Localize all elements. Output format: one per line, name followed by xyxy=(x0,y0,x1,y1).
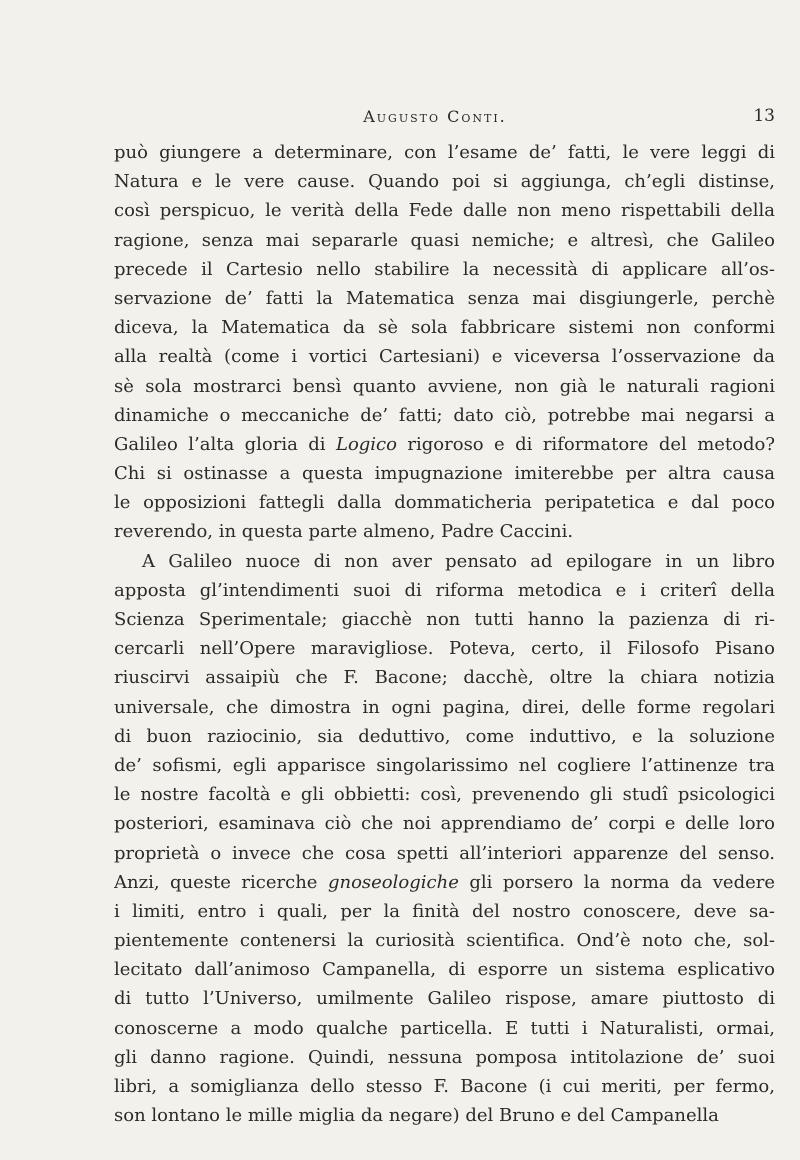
text-segment: di tutto l’Universo, umilmente Galileo rispose, amare piuttosto di xyxy=(114,988,775,1010)
text-line xyxy=(114,1043,775,1072)
text-line xyxy=(114,488,775,517)
text-segment: gli danno ragione. Quindi, nessuna pomposa intitolazione de’ suoi xyxy=(114,1046,775,1068)
text-segment: precede il Cartesio nello stabilire la necessità di applicare all’os- xyxy=(114,258,775,280)
text-line xyxy=(114,955,775,984)
text-line xyxy=(114,576,775,605)
text-segment: Chi si ostinasse a questa impugnazione imiterebbe per altra causa xyxy=(114,463,775,485)
text-line xyxy=(114,284,775,313)
text-segment: sè sola mostrarci bensì quanto avviene, non già le naturali ragioni xyxy=(114,375,775,397)
text-segment: le nostre facoltà e gli obbietti: così, prevenendo gli studî psicologici xyxy=(114,784,775,806)
text-line xyxy=(114,547,775,576)
text-segment: cercarli nell’Opere maravigliose. Poteva, certo, il Filosofo Pisano xyxy=(114,638,775,660)
text-line xyxy=(114,459,775,488)
text-segment: pientemente contenersi la curiosità scientifica. Ond’è noto che, sol- xyxy=(114,930,775,952)
italic-term: gnoseologiche xyxy=(327,871,459,893)
text-segment: apposta gl’intendimenti suoi di riforma metodica e i criterî della xyxy=(114,579,775,601)
text-line xyxy=(114,138,775,167)
text-line xyxy=(114,255,775,284)
text-line xyxy=(114,634,775,663)
text-line xyxy=(114,401,775,430)
text-segment: A Galileo nuoce di non aver pensato ad epilogare in un libro xyxy=(142,550,775,572)
text-segment: lecitato dall’animoso Campanella, di esporre un sistema esplicativo xyxy=(114,959,775,981)
text-line xyxy=(114,1072,775,1101)
running-header: Augusto Conti. xyxy=(363,107,507,126)
text-line xyxy=(114,780,775,809)
text-line xyxy=(114,984,775,1013)
body-text xyxy=(114,138,775,1130)
page-number: 13 xyxy=(753,106,775,126)
text-line xyxy=(114,693,775,722)
text-segment: dinamiche o meccaniche de’ fatti; dato ciò, potrebbe mai negarsi a xyxy=(114,404,775,426)
text-line xyxy=(114,342,775,371)
text-segment: può giungere a determinare, con l’esame de’ fatti, le vere leggi di xyxy=(114,142,775,163)
text-segment: proprietà o invece che cosa spetti all’interiori apparenze del senso. xyxy=(114,842,775,864)
text-line xyxy=(114,868,775,897)
text-segment: le opposizioni fattegli dalla dommaticheria peripatetica e dal poco xyxy=(114,492,775,514)
text-line xyxy=(114,1101,775,1130)
italic-term: Logico xyxy=(335,433,397,455)
text-line xyxy=(114,196,775,225)
text-segment: reverendo, in questa parte almeno, Padre Caccini. xyxy=(114,521,574,543)
text-segment: ragione, senza mai separarle quasi nemiche; e altresì, che Galileo xyxy=(114,229,775,251)
text-segment: rigoroso e di riformatore del metodo? xyxy=(396,433,775,455)
text-segment: Scienza Sperimentale; giacchè non tutti hanno la pazienza di ri- xyxy=(114,609,775,630)
text-line xyxy=(114,517,775,546)
text-line xyxy=(114,751,775,780)
text-segment: libri, a somiglianza dello stesso F. Bacone (i cui meriti, per fermo, xyxy=(114,1076,775,1097)
text-segment: alla realtà (come i vortici Cartesiani) e viceversa l’osservazione da xyxy=(114,346,775,368)
text-line xyxy=(114,605,775,634)
text-line xyxy=(114,167,775,196)
text-line xyxy=(114,722,775,751)
text-segment: riuscirvi assaipiù che F. Bacone; dacchè, oltre la chiara notizia xyxy=(114,667,775,689)
text-segment: Galileo l’alta gloria di xyxy=(114,433,336,455)
text-line xyxy=(114,226,775,255)
text-segment: i limiti, entro i quali, per la finità del nostro conoscere, deve sa- xyxy=(114,900,775,922)
text-segment: servazione de’ fatti la Matematica senza mai disgiungerle, perchè xyxy=(114,287,775,309)
text-segment: posteriori, esaminava ciò che noi apprendiamo de’ corpi e delle loro xyxy=(114,813,775,835)
text-segment: gli porsero la norma da vedere xyxy=(458,871,775,893)
text-segment: universale, che dimostra in ogni pagina, direi, delle forme regolari xyxy=(114,696,775,718)
text-segment: Anzi, queste ricerche xyxy=(114,871,328,893)
text-line xyxy=(114,372,775,401)
text-line xyxy=(114,897,775,926)
text-line xyxy=(114,430,775,459)
text-segment: diceva, la Matematica da sè sola fabbricare sistemi non conformi xyxy=(114,317,775,339)
text-line xyxy=(114,809,775,838)
text-line xyxy=(114,839,775,868)
text-line xyxy=(114,663,775,692)
text-segment: de’ sofismi, egli apparisce singolarissimo nel cogliere l’attinenze tra xyxy=(114,754,775,776)
text-segment: Natura e le vere cause. Quando poi si aggiunga, ch’egli distinse, xyxy=(114,171,775,193)
text-segment: conoscerne a modo qualche particella. E tutti i Naturalisti, ormai, xyxy=(114,1017,775,1039)
text-segment: son lontano le mille miglia da negare) del Bruno e del Campanella xyxy=(114,1105,719,1127)
text-segment: di buon raziocinio, sia deduttivo, come induttivo, e la soluzione xyxy=(114,725,775,747)
text-segment: così perspicuo, le verità della Fede dalle non meno rispettabili della xyxy=(114,200,775,222)
text-line xyxy=(114,1014,775,1043)
text-line xyxy=(114,313,775,342)
text-line xyxy=(114,926,775,955)
